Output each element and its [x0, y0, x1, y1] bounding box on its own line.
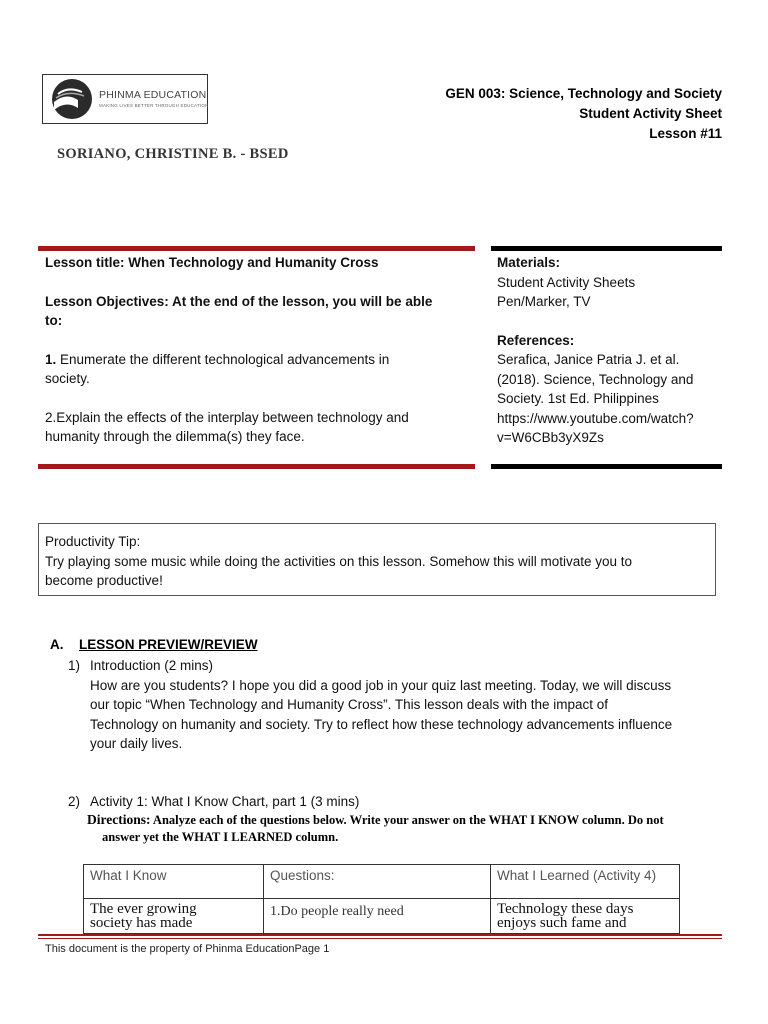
- productivity-tip-box: [38, 523, 716, 596]
- lesson-objectives-line2: to:: [45, 313, 63, 328]
- references-heading: References:: [497, 332, 575, 348]
- activity-directions: [87, 811, 664, 846]
- lesson-title: Lesson title: When Technology and Humanity Cross: [45, 255, 379, 270]
- objective-1-text: Enumerate the different technological advancements in: [56, 351, 390, 367]
- lesson-bottom-rule: [38, 464, 475, 469]
- course-title: GEN 003: Science, Technology and Society: [445, 86, 722, 101]
- lesson-objectives-line1: Lesson Objectives: At the end of the lesson, you will be able: [45, 293, 433, 309]
- objective-1-number: 1.: [45, 351, 57, 367]
- section-a-letter: A.: [50, 637, 64, 652]
- header-questions: Questions:: [264, 865, 491, 899]
- tip-label: Productivity Tip:: [45, 534, 141, 549]
- cell-text: society has made: [90, 915, 193, 931]
- materials-item: Student Activity Sheets: [497, 274, 636, 290]
- intro-block: [90, 656, 730, 754]
- logo-brand: PHINMA EDUCATION: [99, 89, 207, 101]
- table-header-row: [84, 865, 680, 899]
- reference-line: (2018). Science, Technology and: [497, 371, 694, 387]
- materials-top-rule: [491, 246, 722, 251]
- logo-tagline: MAKING LIVES BETTER THROUGH EDUCATION: [99, 103, 209, 108]
- footer-rule-thin: [38, 938, 722, 939]
- cell-what-i-know[interactable]: [84, 899, 264, 934]
- intro-line: How are you students? I hope you did a good job in your quiz last meeting. Today, we will discuss: [90, 677, 672, 693]
- reference-line: Serafica, Janice Patria J. et al.: [497, 352, 680, 367]
- footer-rule: [38, 934, 722, 936]
- materials-item: Pen/Marker, TV: [497, 294, 591, 309]
- intro-number: 1): [68, 658, 81, 673]
- cell-text: 1.Do people really need: [270, 904, 404, 919]
- intro-line: Technology on humanity and society. Try to reflect how these technology advancements influence: [90, 716, 673, 732]
- student-name: SORIANO, CHRISTINE B. - BSED: [57, 146, 289, 162]
- table-row: [84, 899, 680, 934]
- tip-line1: Try playing some music while doing the activities on this lesson. Somehow this will motivate you to: [45, 553, 633, 569]
- reference-line: Society. 1st Ed. Philippines: [497, 391, 659, 406]
- objective-1: [45, 350, 470, 370]
- phinma-emblem-icon: [48, 78, 96, 120]
- objective-1-line2: society.: [45, 371, 90, 386]
- header-what-i-know: What I Know: [84, 865, 264, 899]
- directions-line1: Analyze each of the questions below. Write your answer on the WHAT I KNOW column. Do not: [150, 813, 664, 827]
- tip-line2: become productive!: [45, 573, 163, 588]
- materials-box: [497, 253, 719, 448]
- cell-what-i-learned[interactable]: [491, 899, 680, 934]
- page-footer: This document is the property of Phinma EducationPage 1: [45, 943, 330, 955]
- activity-number: 2): [68, 794, 81, 809]
- cell-text: enjoys such fame and: [497, 915, 627, 931]
- what-i-know-chart: [83, 864, 680, 934]
- sheet-title: Student Activity Sheet: [579, 106, 722, 121]
- objective-2-line1: 2.Explain the effects of the interplay between technology and: [45, 409, 409, 425]
- cell-question: [264, 899, 491, 934]
- intro-label: Introduction (2 mins): [90, 658, 214, 673]
- intro-line: your daily lives.: [90, 736, 183, 751]
- directions-line2: answer yet the WHAT I LEARNED column.: [102, 830, 339, 844]
- directions-label: Directions:: [87, 812, 151, 827]
- activity-label: Activity 1: What I Know Chart, part 1 (3 mins): [90, 794, 360, 809]
- objective-2-line2: humanity through the dilemma(s) they face.: [45, 429, 305, 444]
- phinma-logo: [42, 74, 208, 124]
- section-a-title: LESSON PREVIEW/REVIEW: [79, 637, 258, 652]
- reference-link[interactable]: https://www.youtube.com/watch?: [497, 410, 694, 426]
- header-what-i-learned: What I Learned (Activity 4): [491, 865, 680, 899]
- lesson-number: Lesson #11: [649, 126, 722, 141]
- intro-line: our topic “When Technology and Humanity Cross”. This lesson deals with the impact of: [90, 697, 608, 712]
- section-a-heading: [50, 637, 258, 652]
- lesson-top-rule: [38, 246, 475, 251]
- cell-text: Technology these days: [497, 901, 634, 917]
- materials-bottom-rule: [491, 464, 722, 469]
- lesson-box: [45, 253, 470, 447]
- materials-heading: Materials:: [497, 255, 561, 270]
- cell-text: The ever growing: [90, 901, 197, 917]
- reference-link-cont[interactable]: v=W6CBb3yX9Zs: [497, 430, 604, 445]
